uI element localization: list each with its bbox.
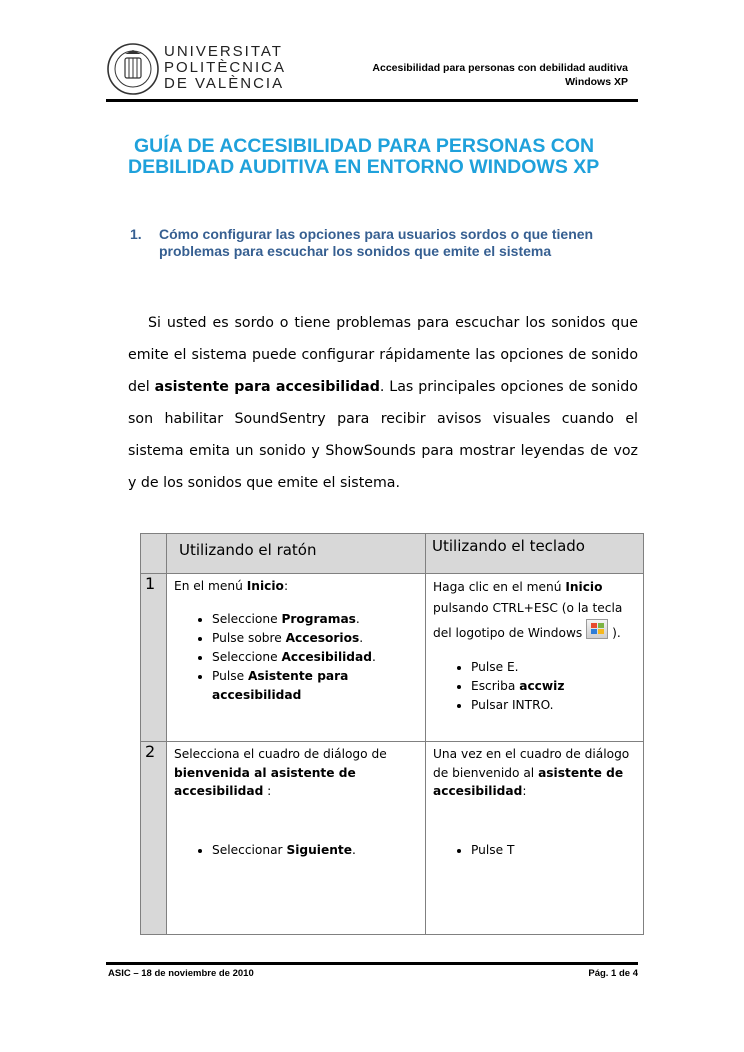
university-name: UNIVERSITAT POLITÈCNICA DE VALÈNCIA xyxy=(164,43,287,92)
footer-left: ASIC – 18 de noviembre de 2010 xyxy=(108,968,254,979)
section-text: Cómo configurar las opciones para usuarios sordos o que tienen problemas para escuchar los sonidos que emite el sistema xyxy=(159,226,594,259)
row-number: 1 xyxy=(141,574,167,742)
university-seal-icon xyxy=(106,42,160,96)
list-item: • Pulse E. xyxy=(471,658,637,677)
intro-paragraph: Si usted es sordo o tiene problemas para escuchar los sonidos que emite el sistema puede configurar rápidamente las opciones de sonido del asistente para accesibilidad. Las principales opciones de sonido son habilitar SoundSentry para recibir avisos visuales cuando el sistema emita un sonido y ShowSounds para mostrar leyendas de voz y de los sonidos que emite el sistema. xyxy=(128,315,638,491)
bold-term: asistente para accesibilidad xyxy=(154,379,380,395)
mouse-cell: Selecciona el cuadro de diálogo de bienvenida al asistente de accesibilidad : • Seleccionar Siguiente. xyxy=(167,742,426,935)
header-keyboard: Utilizando el teclado xyxy=(426,534,644,574)
list-item: • Pulsar INTRO. xyxy=(471,696,637,715)
mouse-steps-list xyxy=(174,610,419,705)
keyboard-cell: Haga clic en el menú Inicio pulsando CTRL+ESC (o la tecla del logotipo de Windows ). • Pulse E. • Escriba accwiz • Pulsar INTRO. xyxy=(426,574,644,742)
list-item: • Seleccionar Siguiente. xyxy=(212,841,419,860)
page-number: Pág. 1 de 4 xyxy=(588,968,638,979)
document-header-title: Accesibilidad para personas con debilidad auditiva Windows XP xyxy=(372,62,628,88)
keyboard-cell: Una vez en el cuadro de diálogo de bienvenido al asistente de accesibilidad: • Pulse T xyxy=(426,742,644,935)
instructions-table xyxy=(140,533,644,935)
header-mouse: Utilizando el ratón xyxy=(167,534,426,574)
list-item: • Seleccione Programas. xyxy=(212,610,419,629)
keyboard-steps-list xyxy=(433,658,637,715)
mouse-cell: En el menú Inicio: • Seleccione Programas. • Pulse sobre Accesorios. • Seleccione Accesibilidad. • Pulse Asistente para accesibilidad xyxy=(167,574,426,742)
windows-logo-icon xyxy=(586,619,608,639)
section-number: 1. xyxy=(130,226,142,242)
list-item: • Escriba accwiz xyxy=(471,677,637,696)
page-title: GUÍA DE ACCESIBILIDAD PARA PERSONAS CON DEBILIDAD AUDITIVA EN ENTORNO WINDOWS XP xyxy=(128,135,600,178)
footer-rule xyxy=(106,962,638,965)
header-rule xyxy=(106,99,638,102)
list-item: • Pulse Asistente para accesibilidad xyxy=(212,667,419,705)
row-number: 2 xyxy=(141,742,167,935)
mouse-steps-list xyxy=(174,841,419,860)
keyboard-steps-list xyxy=(433,841,637,860)
table-header-row xyxy=(141,534,644,574)
list-item: • Seleccione Accesibilidad. xyxy=(212,648,419,667)
list-item: • Pulse sobre Accesorios. xyxy=(212,629,419,648)
table-row xyxy=(141,742,644,935)
list-item: • Pulse T xyxy=(471,841,637,860)
university-logo xyxy=(106,42,287,98)
table-row xyxy=(141,574,644,742)
